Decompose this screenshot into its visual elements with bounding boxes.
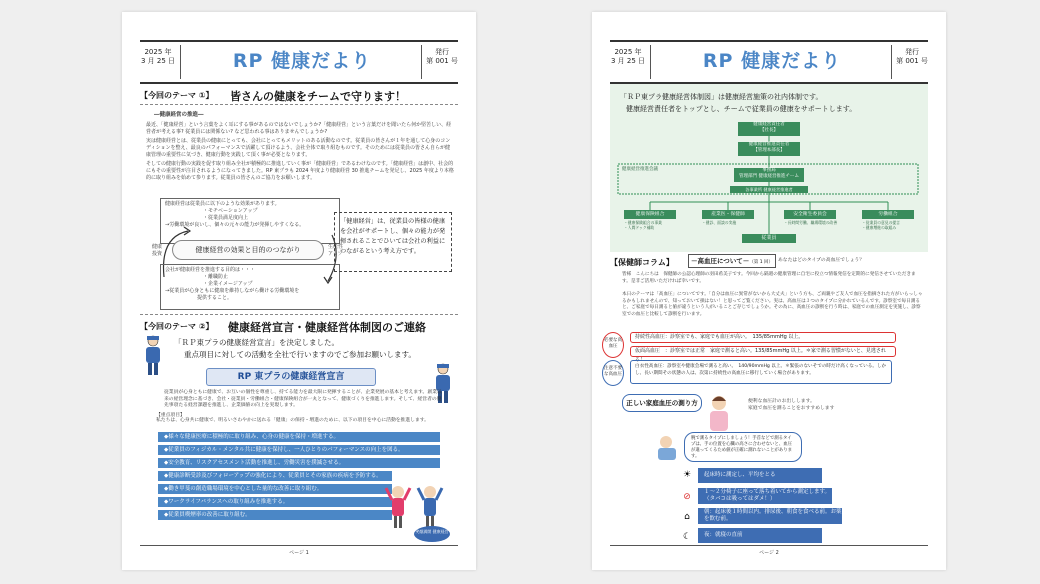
- org-node-note: ・健康保険組合の事業 ・人間ドック補助: [624, 220, 662, 230]
- org-sub-box: 各事業所 健康経営推進者: [730, 186, 808, 193]
- theme1-title: 皆さんの健康をチームで守ります！: [230, 90, 406, 103]
- priority-item: ◆働き甲斐の創造職場環境を中心とした量的な改善に取り組む。: [158, 484, 392, 494]
- org-intro2: 健康経営責任者をトップとし、チームで従業員の健康をサポートします。: [626, 105, 857, 113]
- org-node-note: ・従業員の意見の提言 ・健康増進の取組み: [862, 220, 900, 230]
- org-node: 健康保険組合: [624, 210, 676, 219]
- page-1: [122, 12, 476, 570]
- issue-number: 発行 第 001 号: [426, 48, 458, 65]
- worker-illustration-left: [142, 334, 164, 376]
- cycle-right-label: 生産性アップ: [328, 244, 344, 257]
- section-heading: ―健康経営の推進―: [154, 112, 204, 118]
- nurse-text: 便利な血圧計のお出しします。 家庭で血圧を測ることをおすすめします: [748, 399, 835, 411]
- health-badge: 笑顔満開 健康経営: [414, 526, 450, 542]
- howto-title: 正しい家庭血圧の測り方: [622, 394, 702, 412]
- theme1-para2: 実は健康経営とは、従業員の健康にとっても、会社にとってもメリットのある活動なのです。従業員の皆さんが１年を通して心身のコンディションを整え、最良のパフォーマンスで活躍して頂けるよう、会社全体で取り組むものです。そのためには従業員の皆さん自らが健康管理の重要性に気づき、健康行動を実践して頂く事が必要となります。: [146, 138, 451, 158]
- column-intro: 本日のテーマは「高血圧」についてです。「自分は血圧に異常がないから大丈夫」という方も、ご両親やご友人で血圧を指摘された方がいらっしゃるかもしれませんので、知っておいて損はない！と思ってご覧ください。実は、高血圧は３つのタイプに分かれているんです。診察室で毎日測ると、ご家庭で毎日測ると値が違うという人がいることご存じでしょうか。その為に、高血圧の診断を行う時は、家庭での血圧測定を実施し、診察室での血圧と比較して診断を行います。: [622, 292, 923, 317]
- page-footer: ページ 2: [610, 545, 928, 560]
- column-greeting: 皆様 こんにちは 保健師の公認心理師の羽田希美子です。今回から隔週の健康管理に自宅に役立つ情報発信を定期的に発信させていただきます。是非ご活用いただければ幸いです。: [622, 272, 916, 284]
- column-topic: －高血圧について－（第 1 回）: [688, 254, 776, 268]
- org-side-label: 健康経営推進会議: [622, 167, 658, 172]
- announcement-line2: 重点項目に対しての活動を全社で行いますのでご参加お願いします。: [184, 350, 416, 359]
- newsletter-title: RP 健康だより: [232, 50, 372, 72]
- step-item: 夜：就寝の直前: [698, 528, 822, 543]
- morning-icon: ☀: [682, 470, 692, 480]
- step-item: 起床時に測定し、平均をとる: [698, 468, 822, 483]
- newsletter-header: [610, 40, 928, 84]
- type-sustained: 持続性高血圧：診察室でも、家庭でも血圧が高い。 135/85mmHg 以上。: [630, 332, 896, 343]
- page-2: [592, 12, 946, 570]
- org-node: 産業医・保健師: [702, 210, 754, 219]
- type-masked: 仮面高血圧 ：診察室では正常 家庭で測ると高い。135/85mmHg 以上。＊家で測る習慣がないと、見逃される！: [630, 346, 896, 357]
- toilet-icon: ⌂: [684, 512, 690, 522]
- blood-pressure-cuff-illustration: [652, 432, 686, 462]
- health-management-quote: 「健康経営」は、従業員の皆様の健康を会社がサポートし、個々の能力が発揮されることでひいては会社の利益につながるという考え方です。: [334, 212, 452, 272]
- org-node: 労働組合: [862, 210, 914, 219]
- priority-item: ◆従業員喫煙率の改善に取り組む。: [158, 510, 392, 520]
- org-office-box: 事務局 管理部門 健康経営推進チーム: [734, 168, 804, 182]
- org-node: 安全衛生委員会: [784, 210, 836, 219]
- priority-item: ◆安全教育、リスクアセスメント活動を推進し、労働災害を撲滅させる。: [158, 458, 440, 468]
- newsletter-title: RP 健康だより: [702, 50, 842, 72]
- priority-label: 【重点項目】: [156, 413, 185, 418]
- declaration-paragraph: 従業員が心身ともに健康で、お互いの個性を尊重し、持てる能力を最大限に発揮することが、企業発展の基本と考えます。創業以来の経営理念に基づき、会社・従業員・労働組合・健康保険組合が一丸となって、健康づくりを推進します。そして、経営者の優先事項たる経営課題を推進し、企業価値の向上を実現します。: [164, 390, 442, 408]
- step-item: １〜２分椅子に座って落ち着いてから測定します。（タバコは吸ってはダメ！）: [698, 488, 832, 504]
- org-chart-panel: [610, 84, 928, 252]
- issue-date: 2025 年 3 月 25 日: [140, 48, 176, 65]
- priority-item: ◆健康診断受診及びフォローアップの強化により、従業員とその家族の疾病を予防する。: [158, 471, 392, 481]
- theme1-para1: 最近、「健康経営」という言葉をよく耳にする事があるのではないでしょうか?「健康経営」という言葉だけを聞いたら何か堅苦しい、経営者が考える事? 従業員には関係ない? など思われる事はありませんでしょうか?: [146, 122, 452, 135]
- org-node-note: ・健診、面談の実施: [702, 220, 737, 225]
- theme2-title: 健康経営宣言・健康経営体制図のご連絡: [228, 321, 426, 334]
- theme1-tag: 【今回のテーマ ①】: [140, 91, 214, 100]
- type-white-coat: 白衣性高血圧：診察室や健康会場で測ると高い。 140/90mmHg 以上。＊緊張のないそでの時だけ高くなっている。しかし、長い期間その状態の人は、次第に持続性の高血圧に移行していく場合があります。: [630, 360, 892, 384]
- no-smoking-icon: ⊘: [683, 492, 691, 502]
- cycle-top-box: 健康経営は従業員に以下のような効果があります。 ・モチベーションアップ ・従業員満足度向上 →労働環境が良いし、個々の元々の能力が発揮しやすくなる。: [160, 198, 340, 244]
- announcement-line1: 「ＲＰ東プラの健康経営宣言」を決定しました。: [174, 338, 339, 347]
- org-intro1: 「ＲＰ東プラ健康経営体制図」は健康経営施策の社内体制です。: [620, 93, 823, 101]
- column-tag: 【保健師コラム】: [610, 258, 674, 267]
- cycle-left-label: 健康投資: [152, 244, 163, 257]
- org-bottom-box: 従業員: [742, 234, 796, 243]
- priority-intro: 私たちは、心身共に健康で、明るいさわやかに送れる「健康」の保持・増進のために、以下の項目を中心に活動を推進します。: [156, 418, 429, 423]
- issue-number: 発行 第 001 号: [896, 48, 928, 65]
- bedtime-icon: ☾: [682, 532, 692, 542]
- theme1-para3: そしての健康行動の実践を促す取り組み全社が積極的に推進していく事が「健康経営」であるわけなのです。「健康経営」は創中、社会的にもその重要性が注目されるようになってきました。RP 東プラも 2024 年度より健康経営 30 推進チームを発足し、2025 年度より本格的に取り組みを始めて参ります。従業員の皆さんのご協力をお願いします。: [146, 161, 454, 181]
- newsletter-header: [140, 40, 458, 84]
- priority-item: ◆ワークライフバランスへの取り組みを推進する。: [158, 497, 392, 507]
- org-node-note: ・長時間労働、職場環境の改善: [784, 220, 838, 225]
- step-item: 朝：起床後１時間以内。排尿後、朝食を食べる前。お薬を飲む前。: [698, 508, 842, 524]
- cycle-center: 健康経営の効果と目的のつながり: [172, 240, 324, 260]
- priority-item: ◆様々な健康医療に積極的に取り組み、心身の健康を保持・増進する。: [158, 432, 440, 442]
- tip-bubble: 腕で測るタイプにしましょう！手首などで測るタイプは、手の位置を心臓の高さに合わせないと、血圧が違ってくるため値が正確に測れないことがあります。: [684, 432, 802, 462]
- declaration-banner: RP 東プラの健康経営宣言: [206, 368, 376, 386]
- column-question: あなたはどのタイプの高血圧でしょう？: [778, 258, 865, 263]
- cycle-bottom-box: 会社が健康経営を推進する目的は・・・ ・離職防止 ・企業イメージアップ →従業員が心身ともに健康を維持しながら働ける労働環境を 提供すること。: [160, 264, 340, 310]
- org-second-box: 健康経営推進責任者 【管理本部長】: [738, 142, 800, 156]
- theme2-tag: 【今回のテーマ ②】: [140, 322, 214, 331]
- attention-label: 注意不要な高血圧: [602, 360, 624, 386]
- org-top-box: 健康経営責任者 【社長】: [738, 122, 800, 136]
- page-footer: ページ 1: [140, 545, 458, 560]
- caution-label: 必要な高血圧: [602, 332, 624, 358]
- issue-date: 2025 年 3 月 25 日: [610, 48, 646, 65]
- priority-item: ◆従業員のフィジカル・メンタル共に健康を保持し、一人ひとりのパフォーマンスの向上を図る。: [158, 445, 440, 455]
- nurse-illustration: [704, 394, 734, 434]
